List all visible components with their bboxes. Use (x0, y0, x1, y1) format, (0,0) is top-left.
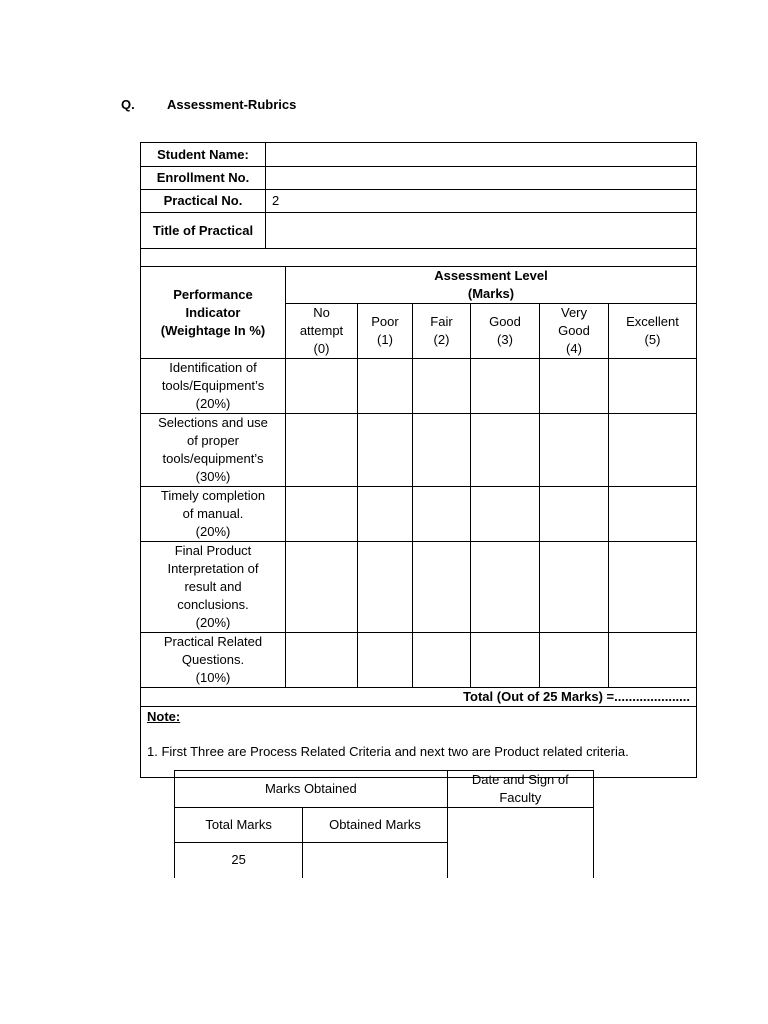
level-line: (3) (497, 332, 513, 347)
score-cell[interactable] (286, 633, 358, 688)
criterion-label (141, 414, 286, 487)
level-line: Poor (371, 314, 399, 329)
score-cell[interactable] (609, 359, 697, 414)
score-cell[interactable] (413, 542, 471, 633)
criterion-label (141, 542, 286, 633)
note-title: Note: (147, 709, 181, 724)
score-cell[interactable] (286, 487, 358, 542)
criterion-line: tools/equipment’s (162, 451, 264, 466)
marks-table (174, 770, 594, 878)
level-line: Good (489, 314, 521, 329)
title-of-practical-field[interactable] (266, 213, 697, 249)
score-cell[interactable] (286, 359, 358, 414)
score-cell[interactable] (609, 487, 697, 542)
criterion-line: result and (184, 579, 242, 594)
date-sign-line: Date and Sign of (471, 772, 569, 787)
criterion-line: conclusions. (177, 597, 249, 612)
practical-no-label: Practical No. (141, 190, 266, 213)
assessment-rubric-table (140, 142, 697, 778)
level-header-good (471, 304, 540, 359)
level-line: Fair (430, 314, 453, 329)
total-marks-line: Total (Out of 25 Marks) =..................... (141, 688, 697, 707)
performance-indicator-header (141, 267, 286, 359)
score-cell[interactable] (540, 359, 609, 414)
assessment-header-line: (Marks) (467, 286, 515, 301)
score-cell[interactable] (609, 542, 697, 633)
criterion-row (141, 542, 697, 633)
score-cell[interactable] (358, 542, 413, 633)
score-cell[interactable] (471, 414, 540, 487)
score-cell[interactable] (413, 359, 471, 414)
criterion-line: (20%) (195, 396, 231, 411)
level-line: Excellent (626, 314, 679, 329)
criterion-row (141, 414, 697, 487)
criterion-line: Practical Related (163, 634, 263, 649)
student-name-label: Student Name: (141, 143, 266, 167)
level-line: (5) (644, 332, 661, 347)
criterion-line: (30%) (195, 469, 231, 484)
note-section (141, 707, 697, 778)
criterion-line: Identification of (169, 360, 257, 375)
assessment-level-header (286, 267, 697, 304)
date-sign-header (447, 771, 593, 808)
score-cell[interactable] (540, 542, 609, 633)
faculty-sign-cell[interactable] (447, 808, 593, 878)
score-cell[interactable] (471, 633, 540, 688)
level-header-very-good (540, 304, 609, 359)
criterion-row (141, 487, 697, 542)
score-cell[interactable] (413, 414, 471, 487)
level-header-fair (413, 304, 471, 359)
question-number: Q. (121, 97, 135, 112)
title-of-practical-label: Title of Practical (141, 213, 266, 249)
score-cell[interactable] (471, 487, 540, 542)
practical-no-field[interactable]: 2 (266, 190, 697, 213)
criterion-line: Questions. (181, 652, 245, 667)
score-cell[interactable] (358, 633, 413, 688)
level-line: Very (560, 305, 587, 320)
score-cell[interactable] (540, 633, 609, 688)
score-cell[interactable] (358, 359, 413, 414)
criterion-line: Final Product (174, 543, 252, 558)
level-line: No (313, 305, 330, 320)
score-cell[interactable] (471, 542, 540, 633)
criterion-line: Interpretation of (167, 561, 259, 576)
criterion-line: tools/Equipment’s (161, 378, 265, 393)
score-cell[interactable] (286, 542, 358, 633)
score-cell[interactable] (286, 414, 358, 487)
assessment-header-line: Assessment Level (434, 268, 548, 283)
criterion-line: of proper (186, 433, 240, 448)
level-line: (2) (433, 332, 450, 347)
level-line: (4) (566, 341, 582, 356)
indicator-header-line: Performance (173, 286, 253, 302)
criterion-label (141, 487, 286, 542)
score-cell[interactable] (358, 487, 413, 542)
criterion-line: of manual. (182, 506, 244, 521)
criterion-line: Timely completion (160, 488, 266, 503)
obtained-marks-field[interactable] (303, 843, 447, 878)
score-cell[interactable] (413, 487, 471, 542)
criterion-row (141, 359, 697, 414)
score-cell[interactable] (540, 414, 609, 487)
level-header-no-attempt (286, 304, 358, 359)
criterion-label (141, 359, 286, 414)
score-cell[interactable] (358, 414, 413, 487)
level-header-poor (358, 304, 413, 359)
score-cell[interactable] (471, 359, 540, 414)
criterion-row (141, 633, 697, 688)
date-sign-line: Faculty (499, 790, 542, 805)
indicator-header-line: (Weightage In %) (160, 322, 266, 338)
page-heading (121, 97, 296, 112)
score-cell[interactable] (609, 414, 697, 487)
criterion-line: (20%) (195, 524, 231, 539)
score-cell[interactable] (540, 487, 609, 542)
indicator-header-line: Indicator (185, 304, 241, 320)
level-line: (0) (313, 341, 330, 356)
page-title: Assessment-Rubrics (167, 97, 297, 112)
enrollment-field[interactable] (266, 167, 697, 190)
criterion-line: (10%) (195, 670, 231, 685)
note-text: 1. First Three are Process Related Criteria and next two are Product related criteria. (147, 744, 629, 759)
criterion-line: (20%) (195, 615, 231, 630)
level-line: Good (558, 323, 590, 338)
marks-obtained-header: Marks Obtained (175, 771, 448, 808)
score-cell[interactable] (609, 633, 697, 688)
level-line: (1) (377, 332, 393, 347)
criterion-line: Selections and use (158, 415, 268, 430)
total-marks-value: 25 (175, 843, 303, 878)
total-marks-header: Total Marks (175, 808, 303, 843)
spacer-row (141, 249, 697, 267)
level-line: attempt (299, 323, 344, 338)
enrollment-label: Enrollment No. (141, 167, 266, 190)
score-cell[interactable] (413, 633, 471, 688)
student-name-field[interactable] (266, 143, 697, 167)
criterion-label (141, 633, 286, 688)
obtained-marks-header: Obtained Marks (303, 808, 447, 843)
level-header-excellent (609, 304, 697, 359)
